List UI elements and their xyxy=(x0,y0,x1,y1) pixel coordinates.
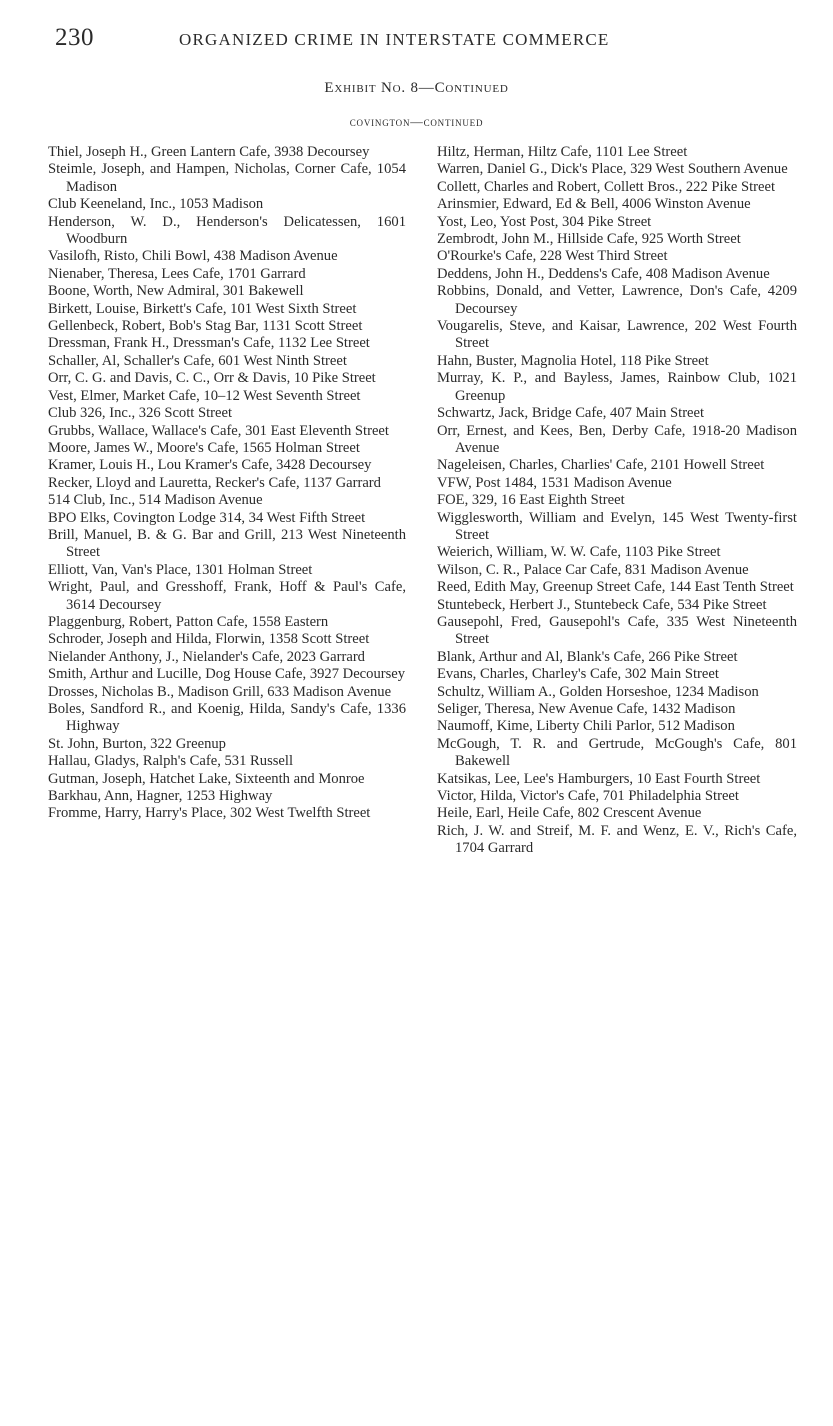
list-item: Warren, Daniel G., Dick's Place, 329 West Southern Avenue xyxy=(437,161,788,178)
list-item: Kramer, Louis H., Lou Kramer's Cafe, 3428 Decoursey xyxy=(48,457,372,474)
list-item: FOE, 329, 16 East Eighth Street xyxy=(437,492,625,509)
list-item: Barkhau, Ann, Hagner, 1253 Highway xyxy=(48,788,273,805)
list-item: 514 Club, Inc., 514 Madison Avenue xyxy=(48,492,263,509)
list-item: Orr, C. G. and Davis, C. C., Orr & Davis, 10 Pike Street xyxy=(48,370,376,387)
list-item: Steimle, Joseph, and Hampen, Nicholas, Corner Cafe, 1054 Madison xyxy=(48,161,406,195)
list-item: Heile, Earl, Heile Cafe, 802 Crescent Avenue xyxy=(437,805,702,822)
list-item: Schwartz, Jack, Bridge Cafe, 407 Main Street xyxy=(437,405,705,422)
list-item: Zembrodt, John M., Hillside Cafe, 925 Worth Street xyxy=(437,231,741,248)
running-title: ORGANIZED CRIME IN INTERSTATE COMMERCE xyxy=(179,30,610,49)
page-header xyxy=(55,24,805,60)
list-item: BPO Elks, Covington Lodge 314, 34 West Fifth Street xyxy=(48,509,366,526)
list-item: Club 326, Inc., 326 Scott Street xyxy=(48,405,233,422)
list-item: Plaggenburg, Robert, Patton Cafe, 1558 Eastern xyxy=(48,613,329,630)
list-item: Hallau, Gladys, Ralph's Cafe, 531 Russell xyxy=(48,753,294,770)
section-title: covington—continued xyxy=(349,115,484,129)
list-item: Seliger, Theresa, New Avenue Cafe, 1432 Madison xyxy=(437,701,736,717)
list-item: Wigglesworth, William and Evelyn, 145 West Twenty-first Street xyxy=(437,509,797,543)
list-item: Boles, Sandford R., and Koenig, Hilda, Sandy's Cafe, 1336 Highway xyxy=(48,701,406,735)
left-column xyxy=(48,144,406,823)
list-item: McGough, T. R. and Gertrude, McGough's Cafe, 801 Bakewell xyxy=(437,735,797,770)
list-item: Katsikas, Lee, Lee's Hamburgers, 10 East Fourth Street xyxy=(437,770,761,787)
list-item: Recker, Lloyd and Lauretta, Recker's Cafe, 1137 Garrard xyxy=(48,474,381,491)
list-item: Gausepohl, Fred, Gausepohl's Cafe, 335 West Nineteenth Street xyxy=(437,613,797,648)
list-item: Collett, Charles and Robert, Collett Bros., 222 Pike Street xyxy=(437,178,776,195)
list-item: Vest, Elmer, Market Cafe, 10–12 West Seventh Street xyxy=(48,387,361,404)
list-item: Boone, Worth, New Admiral, 301 Bakewell xyxy=(48,283,304,300)
list-item: Blank, Arthur and Al, Blank's Cafe, 266 Pike Street xyxy=(437,648,738,665)
list-item: Grubbs, Wallace, Wallace's Cafe, 301 East Eleventh Street xyxy=(48,422,389,439)
list-item: Schaller, Al, Schaller's Cafe, 601 West Ninth Street xyxy=(48,352,347,369)
list-item: Moore, James W., Moore's Cafe, 1565 Holman Street xyxy=(48,439,360,456)
list-item: Hahn, Buster, Magnolia Hotel, 118 Pike Street xyxy=(437,352,709,369)
list-item: Nageleisen, Charles, Charlies' Cafe, 2101 Howell Street xyxy=(437,457,765,474)
list-item: Rich, J. W. and Streif, M. F. and Wenz, E. V., Rich's Cafe, 1704 Garrard xyxy=(437,822,797,857)
list-item: Stuntebeck, Herbert J., Stuntebeck Cafe, 534 Pike Street xyxy=(437,596,767,613)
page-number: 230 xyxy=(55,24,94,51)
list-item: Weierich, William, W. W. Cafe, 1103 Pike Street xyxy=(437,544,721,561)
list-item: Thiel, Joseph H., Green Lantern Cafe, 3938 Decoursey xyxy=(48,144,370,160)
list-item: Orr, Ernest, and Kees, Ben, Derby Cafe, 1918-20 Madison Avenue xyxy=(437,422,797,456)
list-item: Vougarelis, Steve, and Kaisar, Lawrence, 202 West Fourth Street xyxy=(437,318,797,352)
list-item: Fromme, Harry, Harry's Place, 302 West Twelfth Street xyxy=(48,805,371,822)
list-item: Club Keeneland, Inc., 1053 Madison xyxy=(48,196,264,213)
list-item: Drosses, Nicholas B., Madison Grill, 633 Madison Avenue xyxy=(48,683,392,700)
list-item: Evans, Charles, Charley's Cafe, 302 Main Street xyxy=(437,666,719,683)
list-item: Schultz, William A., Golden Horseshoe, 1234 Madison xyxy=(437,683,759,700)
list-item: Hiltz, Herman, Hiltz Cafe, 1101 Lee Street xyxy=(437,144,688,160)
list-item: Dressman, Frank H., Dressman's Cafe, 1132 Lee Street xyxy=(48,335,370,352)
list-item: O'Rourke's Cafe, 228 West Third Street xyxy=(437,248,668,265)
list-item: Victor, Hilda, Victor's Cafe, 701 Philadelphia Street xyxy=(437,788,739,805)
list-item: Brill, Manuel, B. & G. Bar and Grill, 213 West Nineteenth Street xyxy=(48,526,406,561)
list-item: Henderson, W. D., Henderson's Delicatessen, 1601 Woodburn xyxy=(48,213,406,248)
list-item: Vasilofh, Risto, Chili Bowl, 438 Madison Avenue xyxy=(48,248,338,265)
list-item: Robbins, Donald, and Vetter, Lawrence, Don's Cafe, 4209 Decoursey xyxy=(437,283,797,317)
list-item: Birkett, Louise, Birkett's Cafe, 101 West Sixth Street xyxy=(48,300,357,317)
list-item: Gutman, Joseph, Hatchet Lake, Sixteenth and Monroe xyxy=(48,770,365,787)
list-item: Smith, Arthur and Lucille, Dog House Cafe, 3927 Decoursey xyxy=(48,666,406,683)
list-item: St. John, Burton, 322 Greenup xyxy=(48,735,226,752)
list-item: Schroder, Joseph and Hilda, Florwin, 1358 Scott Street xyxy=(48,631,370,648)
list-item: Nielander Anthony, J., Nielander's Cafe, 2023 Garrard xyxy=(48,648,365,665)
right-column xyxy=(437,144,797,858)
exhibit-title: Exhibit No. 8—Continued xyxy=(324,80,509,96)
list-item: Naumoff, Kime, Liberty Chili Parlor, 512 Madison xyxy=(437,718,735,735)
list-item: VFW, Post 1484, 1531 Madison Avenue xyxy=(437,474,672,491)
list-item: Arinsmier, Edward, Ed & Bell, 4006 Winston Avenue xyxy=(437,196,751,213)
list-item: Murray, K. P., and Bayless, James, Rainbow Club, 1021 Greenup xyxy=(437,370,797,404)
list-item: Wilson, C. R., Palace Car Cafe, 831 Madison Avenue xyxy=(437,561,749,578)
list-item: Reed, Edith May, Greenup Street Cafe, 144 East Tenth Street xyxy=(437,579,794,596)
list-item: Elliott, Van, Van's Place, 1301 Holman Street xyxy=(48,561,313,578)
list-item: Yost, Leo, Yost Post, 304 Pike Street xyxy=(437,213,652,230)
list-item: Nienaber, Theresa, Lees Cafe, 1701 Garrard xyxy=(48,265,306,282)
list-item: Wright, Paul, and Gresshoff, Frank, Hoff & Paul's Cafe, 3614 Decoursey xyxy=(48,579,406,613)
list-item: Gellenbeck, Robert, Bob's Stag Bar, 1131 Scott Street xyxy=(48,318,363,335)
list-item: Deddens, John H., Deddens's Cafe, 408 Madison Avenue xyxy=(437,265,770,282)
